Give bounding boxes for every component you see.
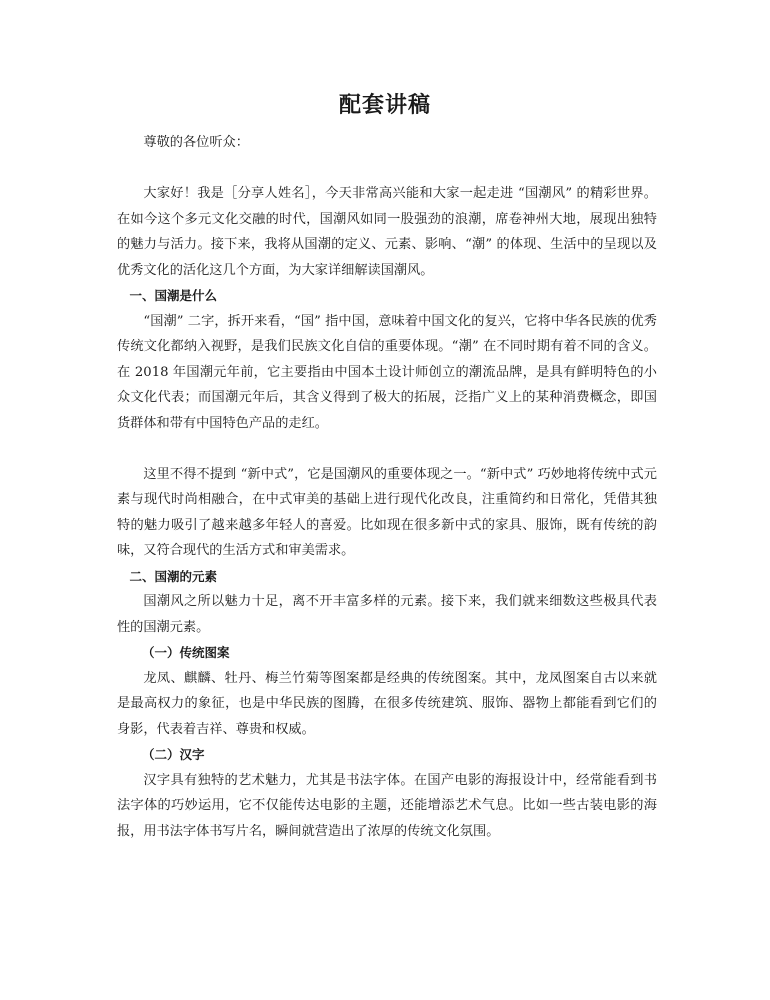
subsection2-paragraph: 汉字具有独特的艺术魅力，尤其是书法字体。在国产电影的海报设计中，经常能看到书法字体的巧妙运用，它不仅能传达电影的主题，还能增添艺术气息。比如一些古装电影的海报，用书法字体书写片名，瞬间就营造出了浓厚的传统文化氛围。 (117, 772, 657, 839)
paragraph-spacer (117, 436, 657, 462)
subsection-heading-1: （一）传统图案 (142, 645, 230, 660)
subsection1-paragraph: 龙凤、麒麟、牡丹、梅兰竹菊等图案都是经典的传统图案。其中，龙凤图案自古以来就是最高权力的象征，也是中华民族的图腾，在很多传统建筑、服饰、器物上都能看到它们的身影，代表着吉祥、尊贵和权威。 (117, 670, 657, 737)
subsection-heading-2: （二）汉字 (142, 747, 205, 762)
section1-paragraph-1: “国潮” 二字，拆开来看，“国” 指中国，意味着中国文化的复兴，它将中华各民族的优秀传统文化都纳入视野，是我们民族文化自信的重要体现。“潮” 在不同时期有着不同的含义。在 2018 年国潮元年前，它主要指由中国本土设计师创立的潮流品牌，是具有鲜明特色的小众文化代表；而国潮元年后，其含义得到了极大的拓展，泛指广义上的某种消费概念，即国货群体和带有中国特色产品的走红。 (117, 313, 657, 431)
greeting: 尊敬的各位听众： (143, 135, 249, 150)
document-body (117, 130, 657, 844)
section1-paragraph-2: 这里不得不提到 “新中式”，它是国潮风的重要体现之一。“新中式” 巧妙地将传统中式元素与现代时尚相融合，在中式审美的基础上进行现代化改良，注重简约和日常化，凭借其独特的魅力吸引了越来越多年轻人的喜爱。比如现在很多新中式的家具、服饰，既有传统的韵味，又符合现代的生活方式和审美需求。 (117, 466, 657, 558)
section-heading-2: 二、国潮的元素 (129, 568, 218, 584)
document-title: 配套讲稿 (338, 92, 431, 118)
intro-paragraph: 大家好！我是［分享人姓名］，今天非常高兴能和大家一起走进 “国潮风” 的精彩世界。在如今这个多元文化交融的时代，国潮风如同一股强劲的浪潮，席卷神州大地，展现出独特的魅力与活力。接下来，我将从国潮的定义、元素、影响、“潮” 的体现、生活中的呈现以及优秀文化的活化这几个方面，为大家详细解读国潮风。 (117, 186, 657, 278)
section-heading-1: 一、国潮是什么 (129, 288, 218, 303)
section2-intro-paragraph: 国潮风之所以魅力十足，离不开丰富多样的元素。接下来，我们就来细数这些极具代表性的国潮元素。 (117, 594, 657, 635)
